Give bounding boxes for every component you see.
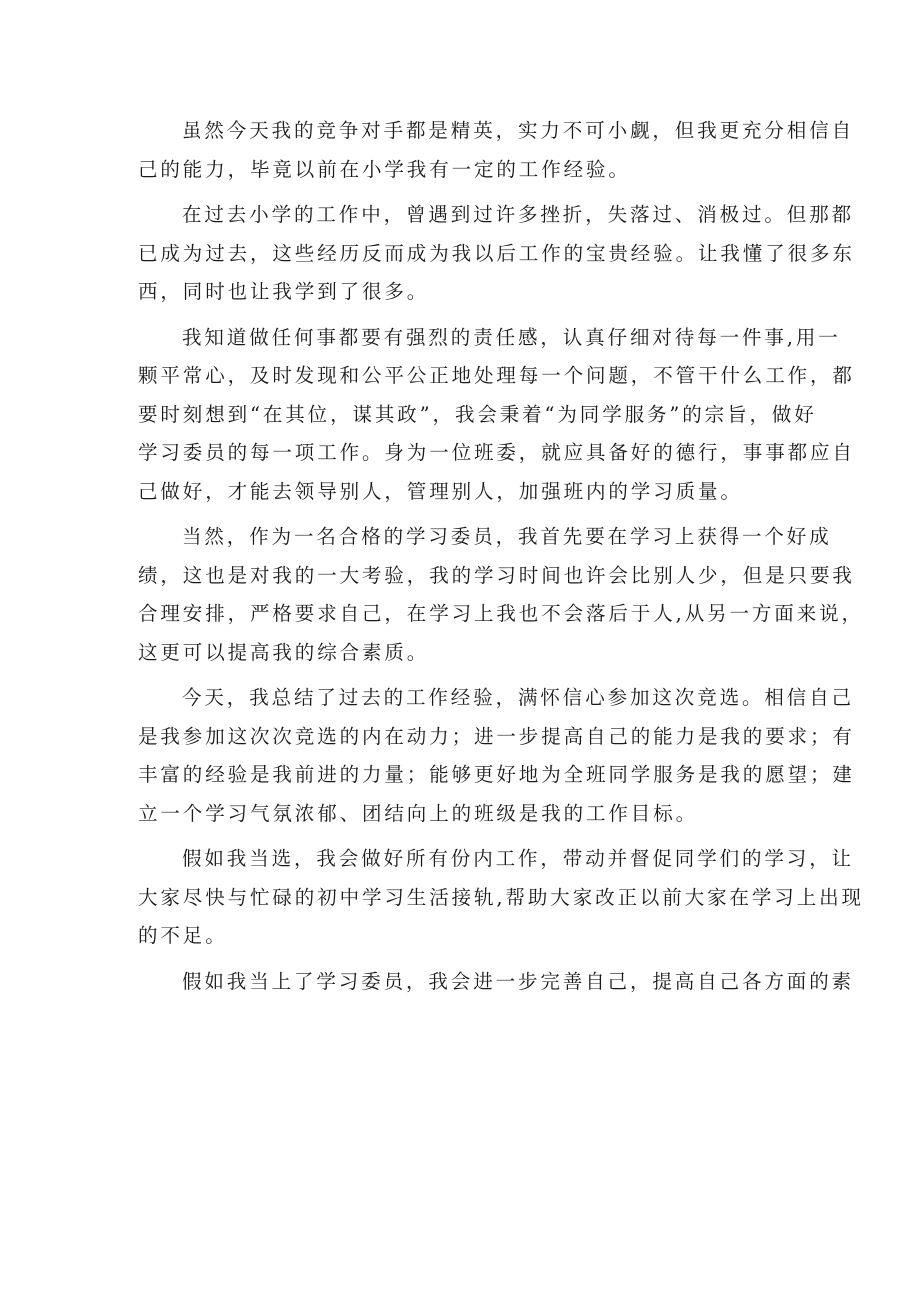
text-line: 在过去小学的工作中，曾遇到过许多挫折，失落过、消极过。但那都 [182,203,855,226]
text-line: 学习委员的每一项工作。身为一位班委，就应具备好的德行，事事都应自 [138,441,855,464]
text-line: 假如我当上了学习委员，我会进一步完善自己，提高自己各方面的素 [182,969,855,993]
text-line: 当然，作为一名合格的学习委员，我首先要在学习上获得一个好成 [182,525,832,548]
document-body [138,112,864,1008]
text-line: 西，同时也让我学到了很多。 [138,280,430,303]
text-line: 颗平常心，及时发现和公平公正地处理每一个问题，不管干什么工作，都 [138,364,855,387]
text-line: 立一个学习气氛浓郁、团结向上的班级是我的工作目标。 [138,801,699,825]
text-line: 丰富的经验是我前进的力量；能够更好地为全班同学服务是我的愿望；建 [138,763,855,786]
text-line: 绩，这也是对我的一大考验，我的学习时间也许会比别人少，但是只要我 [138,563,855,587]
text-line: 的不足。 [138,924,228,947]
paragraph [138,518,864,672]
paragraph [138,196,855,312]
paragraph [138,963,855,1002]
text-line: 要时刻想到“在其位，谋其政”，我会秉着“为同学服务”的宗旨，做好 [138,402,817,426]
text-line: 虽然今天我的竞争对手都是精英，实力不可小觑，但我更充分相信自 [182,119,855,142]
text-line: 是我参加这次次竞选的内在动力；进一步提高自己的能力是我的要求；有 [138,724,855,748]
text-line: 我知道做任何事都要有强烈的责任感，认真仔细对待每一件事,用一 [182,325,841,349]
paragraph [138,319,855,512]
text-line: 己做好，才能去领导别人，管理别人，加强班内的学习质量。 [138,479,743,503]
text-line: 已成为过去，这些经历反而成为我以后工作的宝贵经验。让我懂了很多东 [138,241,855,265]
text-line: 假如我当选，我会做好所有份内工作，带动并督促同学们的学习，让 [182,847,855,870]
text-line: 合理安排，严格要求自己，在学习上我也不会落后于人,从另一方面来说， [138,602,864,625]
text-line: 这更可以提高我的综合素质。 [138,640,430,664]
paragraph [138,112,855,189]
text-line: 己的能力，毕竟以前在小学我有一定的工作经验。 [138,157,631,181]
paragraph [138,679,855,833]
text-line: 今天，我总结了过去的工作经验，满怀信心参加这次竞选。相信自己 [182,686,855,709]
paragraph [138,840,864,956]
text-line: 大家尽快与忙碌的初中学习生活接轨,帮助大家改正以前大家在学习上出现 [138,885,864,909]
